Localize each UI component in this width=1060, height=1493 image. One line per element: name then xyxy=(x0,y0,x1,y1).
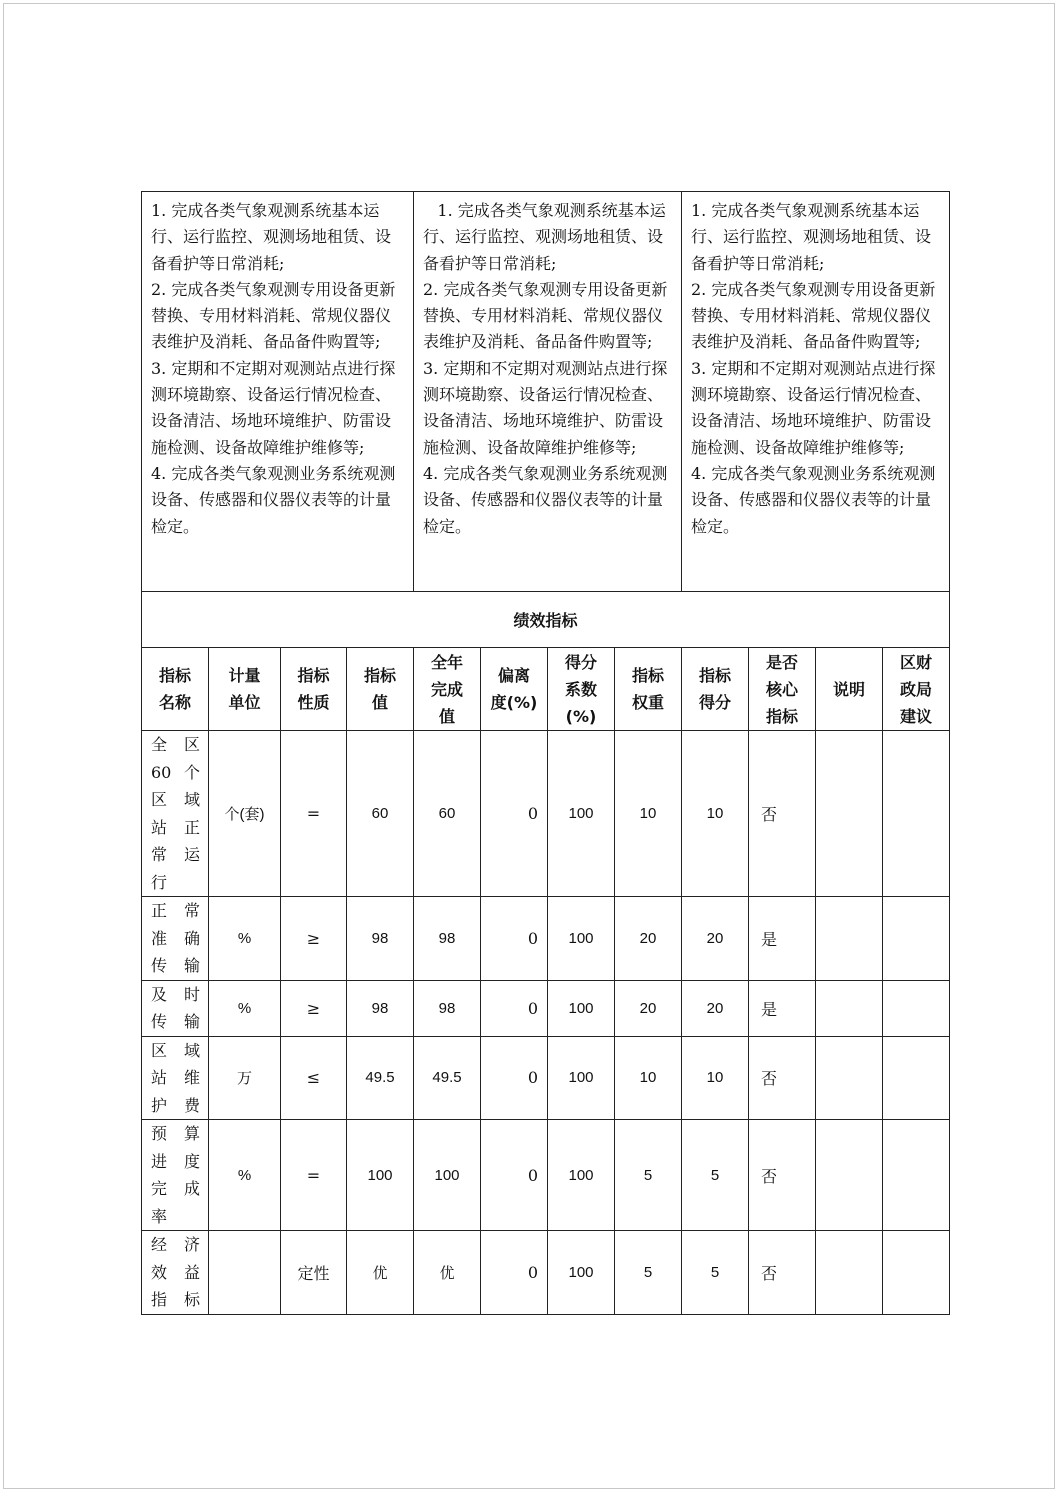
header-col-unit xyxy=(209,648,281,731)
description-cell-1 xyxy=(142,192,414,592)
header-col-name xyxy=(142,648,209,731)
header-line: 单位 xyxy=(228,693,261,712)
desc-item: 2. 完成各类气象观测专用设备更新替换、专用材料消耗、常规仪器仪表维护及消耗、备品备件购置等; xyxy=(151,279,396,352)
cell-score: 5 xyxy=(682,1120,749,1231)
header-line: 核心 xyxy=(765,679,798,699)
cell-target: 49.5 xyxy=(347,1036,414,1120)
cell-target: 98 xyxy=(347,980,414,1036)
desc-item: 1. 完成各类气象观测系统基本运行、运行监控、观测场地租赁、设备看护等日常消耗; xyxy=(423,201,666,273)
indicator-name xyxy=(142,980,209,1036)
indicator-name-line: 站 正 xyxy=(151,817,200,837)
header-line: 区财 xyxy=(899,652,932,672)
cell-core: 否 xyxy=(749,731,816,897)
cell-weight: 20 xyxy=(615,897,682,981)
table-row xyxy=(142,1231,950,1315)
cell-advice xyxy=(883,897,950,981)
indicator-name-line: 进 度 xyxy=(151,1151,200,1171)
indicator-name-line: 全 区 xyxy=(151,735,200,754)
desc-item: 3. 定期和不定期对观测站点进行探测环境勘察、设备运行情况检查、设备清洁、场地环境维护、防雷设施检测、设备故障维护维修等; xyxy=(423,358,668,457)
indicator-name-line: 预 算 xyxy=(151,1124,200,1143)
header-line: 值 xyxy=(371,693,388,712)
cell-weight: 5 xyxy=(615,1231,682,1315)
cell-score: 20 xyxy=(682,897,749,981)
header-col-advice xyxy=(883,648,950,731)
cell-nature: 定性 xyxy=(281,1231,347,1315)
data-rows xyxy=(142,731,950,1315)
header-line: 政局 xyxy=(899,679,932,699)
cell-nature: ≤ xyxy=(281,1036,347,1120)
header-col-nature xyxy=(281,648,347,731)
cell-unit: 万 xyxy=(209,1036,281,1120)
header-line: 指标 xyxy=(631,666,664,685)
cell-note xyxy=(816,1231,883,1315)
header-line: 得分 xyxy=(564,652,597,672)
cell-target: 98 xyxy=(347,897,414,981)
header-line: 指标 xyxy=(698,666,731,685)
header-line: 度(%) xyxy=(490,693,538,712)
indicator-name-line: 区 域 xyxy=(151,790,200,809)
header-col-note xyxy=(816,648,883,731)
cell-target: 100 xyxy=(347,1120,414,1231)
header-line: 指标 xyxy=(158,666,191,685)
desc-item: 4. 完成各类气象观测业务系统观测设备、传感器和仪器仪表等的计量检定。 xyxy=(423,463,668,536)
cell-unit: % xyxy=(209,980,281,1036)
desc-item: 3. 定期和不定期对观测站点进行探测环境勘察、设备运行情况检查、设备清洁、场地环境维护、防雷设施检测、设备故障维护维修等; xyxy=(151,358,396,457)
indicator-name-line: 正 常 xyxy=(151,901,200,920)
cell-actual: 100 xyxy=(414,1120,481,1231)
indicator-name-line: 常 运 xyxy=(151,845,200,864)
cell-weight: 5 xyxy=(615,1120,682,1231)
cell-deviation: 0 xyxy=(481,1231,548,1315)
header-line: 指标 xyxy=(297,666,330,685)
desc-item: 3. 定期和不定期对观测站点进行探测环境勘察、设备运行情况检查、设备清洁、场地环境维护、防雷设施检测、设备故障维护维修等; xyxy=(691,358,936,457)
indicator-name-line: 准 确 xyxy=(151,928,200,948)
cell-advice xyxy=(883,731,950,897)
cell-advice xyxy=(883,980,950,1036)
cell-nature: = xyxy=(281,1120,347,1231)
cell-note xyxy=(816,897,883,981)
cell-core: 否 xyxy=(749,1120,816,1231)
cell-nature: = xyxy=(281,731,347,897)
desc-item: 2. 完成各类气象观测专用设备更新替换、专用材料消耗、常规仪器仪表维护及消耗、备品备件购置等; xyxy=(691,279,936,352)
indicator-name-line: 完 成 xyxy=(151,1179,200,1198)
indicator-name-line: 传输 xyxy=(151,1012,200,1031)
header-line: 计量 xyxy=(228,666,261,685)
cell-score: 20 xyxy=(682,980,749,1036)
indicator-name xyxy=(142,1120,209,1231)
indicator-name-line: 经 济 xyxy=(151,1235,200,1254)
header-line: 建议 xyxy=(899,706,932,726)
header-row xyxy=(142,648,950,731)
cell-score: 5 xyxy=(682,1231,749,1315)
indicator-name-line: 及 时 xyxy=(151,984,200,1004)
header-line: 名称 xyxy=(158,693,191,712)
cell-weight: 20 xyxy=(615,980,682,1036)
cell-deviation: 0 xyxy=(481,1036,548,1120)
cell-advice xyxy=(883,1231,950,1315)
indicator-name-line: 护费 xyxy=(151,1095,200,1115)
header-line: 说明 xyxy=(832,679,865,699)
cell-deviation: 0 xyxy=(481,897,548,981)
table-row xyxy=(142,1036,950,1120)
cell-actual: 60 xyxy=(414,731,481,897)
cell-deviation: 0 xyxy=(481,980,548,1036)
cell-coef: 100 xyxy=(548,1036,615,1120)
indicator-name-line: 站 维 xyxy=(151,1068,200,1087)
cell-advice xyxy=(883,1120,950,1231)
cell-coef: 100 xyxy=(548,731,615,897)
indicator-name xyxy=(142,731,209,897)
header-line: 性质 xyxy=(297,693,330,712)
cell-advice xyxy=(883,1036,950,1120)
cell-actual: 优 xyxy=(414,1231,481,1315)
header-line: 系数 xyxy=(564,679,597,699)
desc-item: 4. 完成各类气象观测业务系统观测设备、传感器和仪器仪表等的计量检定。 xyxy=(151,463,396,536)
cell-unit xyxy=(209,1231,281,1315)
table-row xyxy=(142,1120,950,1231)
cell-coef: 100 xyxy=(548,1120,615,1231)
cell-coef: 100 xyxy=(548,897,615,981)
cell-target: 60 xyxy=(347,731,414,897)
cell-core: 否 xyxy=(749,1231,816,1315)
performance-table xyxy=(141,191,950,1315)
indicator-name-line: 60 个 xyxy=(151,762,200,782)
cell-unit: % xyxy=(209,897,281,981)
cell-note xyxy=(816,1036,883,1120)
cell-actual: 98 xyxy=(414,980,481,1036)
indicator-name-line: 效 益 xyxy=(151,1262,200,1282)
indicator-name xyxy=(142,1231,209,1315)
cell-nature: ≥ xyxy=(281,980,347,1036)
header-col-core xyxy=(749,648,816,731)
desc-item: 2. 完成各类气象观测专用设备更新替换、专用材料消耗、常规仪器仪表维护及消耗、备品备件购置等; xyxy=(423,279,668,352)
header-col-weight xyxy=(615,648,682,731)
indicator-name-line: 指标 xyxy=(151,1290,200,1309)
cell-coef: 100 xyxy=(548,980,615,1036)
cell-note xyxy=(816,731,883,897)
indicator-name-line: 行 xyxy=(151,872,168,892)
header-col-deviation xyxy=(481,648,548,731)
cell-score: 10 xyxy=(682,1036,749,1120)
header-line: 值 xyxy=(438,706,455,726)
cell-deviation: 0 xyxy=(481,1120,548,1231)
cell-unit: % xyxy=(209,1120,281,1231)
cell-note xyxy=(816,980,883,1036)
cell-weight: 10 xyxy=(615,731,682,897)
header-line: 权重 xyxy=(631,693,664,712)
indicator-name-line: 率 xyxy=(151,1206,168,1226)
header-line: 指标 xyxy=(765,706,798,726)
header-col-coef xyxy=(548,648,615,731)
header-line: 指标 xyxy=(363,666,396,685)
cell-actual: 98 xyxy=(414,897,481,981)
cell-coef: 100 xyxy=(548,1231,615,1315)
table-row xyxy=(142,731,950,897)
header-line: 全年 xyxy=(430,652,463,672)
section-title: 绩效指标 xyxy=(142,592,950,648)
cell-unit: 个(套) xyxy=(209,731,281,897)
cell-core: 否 xyxy=(749,1036,816,1120)
indicator-name xyxy=(142,1036,209,1120)
cell-nature: ≥ xyxy=(281,897,347,981)
header-col-actual xyxy=(414,648,481,731)
desc-item: 4. 完成各类气象观测业务系统观测设备、传感器和仪器仪表等的计量检定。 xyxy=(691,463,936,536)
table-row xyxy=(142,897,950,981)
cell-core: 是 xyxy=(749,897,816,981)
cell-target: 优 xyxy=(347,1231,414,1315)
header-col-score xyxy=(682,648,749,731)
desc-item: 1. 完成各类气象观测系统基本运行、运行监控、观测场地租赁、设备看护等日常消耗; xyxy=(151,201,392,273)
description-row xyxy=(142,192,950,592)
indicator-name xyxy=(142,897,209,981)
header-line: 偏离 xyxy=(497,666,530,685)
cell-weight: 10 xyxy=(615,1036,682,1120)
header-line: 是否 xyxy=(765,652,798,672)
cell-score: 10 xyxy=(682,731,749,897)
header-line: 完成 xyxy=(430,679,463,699)
header-line: 得分 xyxy=(698,693,731,712)
header-line: (%) xyxy=(565,706,597,726)
header-col-target xyxy=(347,648,414,731)
description-cell-3 xyxy=(682,192,950,592)
cell-core: 是 xyxy=(749,980,816,1036)
indicator-name-line: 传输 xyxy=(151,956,200,975)
desc-item: 1. 完成各类气象观测系统基本运行、运行监控、观测场地租赁、设备看护等日常消耗; xyxy=(691,201,932,273)
indicator-name-line: 区 域 xyxy=(151,1040,200,1060)
description-cell-2 xyxy=(414,192,682,592)
cell-actual: 49.5 xyxy=(414,1036,481,1120)
table-row xyxy=(142,980,950,1036)
cell-note xyxy=(816,1120,883,1231)
cell-deviation: 0 xyxy=(481,731,548,897)
